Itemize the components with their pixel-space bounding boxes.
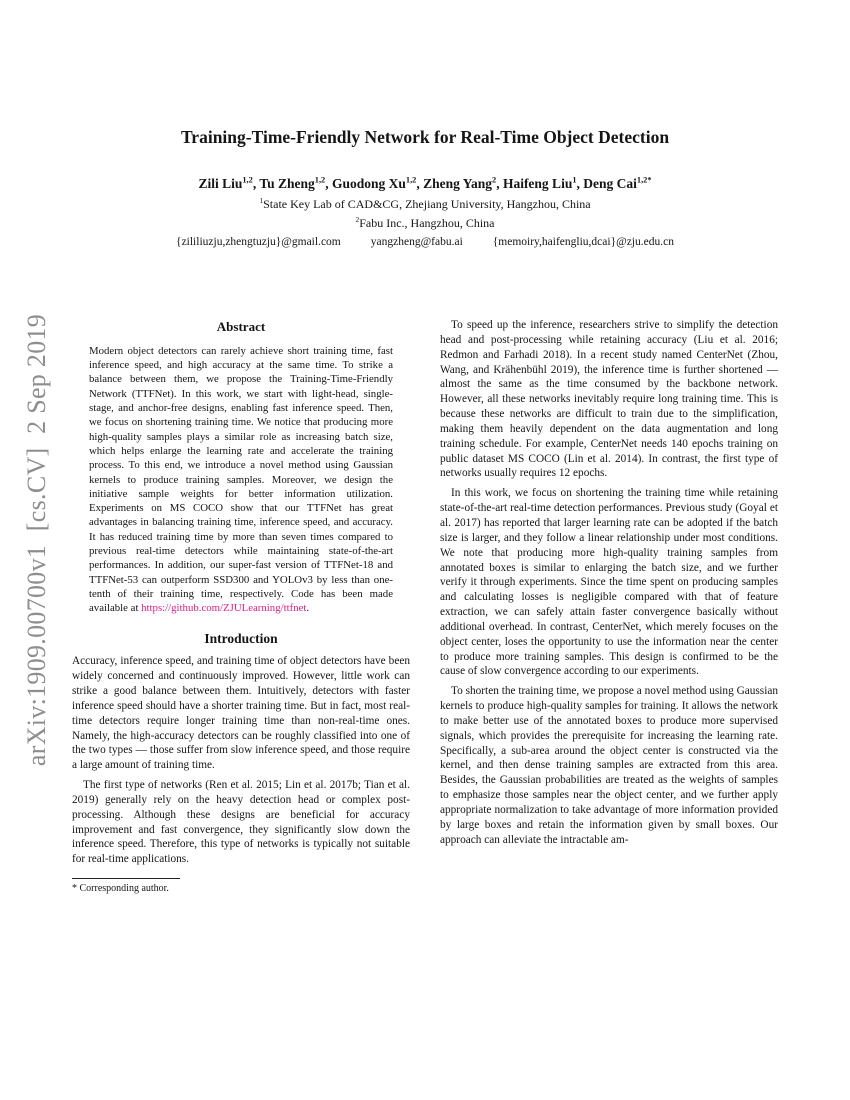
intro-paragraph-2: The first type of networks (Ren et al. 2015; Lin et al. 2017b; Tian et al. 2019) generally rely on the heavy detection head or complex post-processing. Although these designs are beneficial for accuracy improvement and fast convergence, they significantly slow down the inference speed. Therefore, this type of networks is typically not suitable for real-time applications. xyxy=(72,779,410,866)
abstract-heading: Abstract xyxy=(216,319,266,334)
abstract-body xyxy=(72,344,410,616)
affiliations xyxy=(40,195,810,232)
email: {memoiry,haifengliu,dcai}@zju.edu.cn xyxy=(492,236,674,249)
email: yangzheng@fabu.ai xyxy=(370,236,463,249)
introduction-heading: Introduction xyxy=(204,631,278,647)
code-link[interactable]: https://github.com/ZJULearning/ttfnet xyxy=(141,602,307,615)
email: {zililiuzju,zhengtuzju}@gmail.com xyxy=(176,236,341,249)
intro-paragraph-1: Accuracy, inference speed, and training time of object detectors have been widely concerned and continuously improved. However, little work can strike a good balance between them. Intuitively, detectors with faster inference speed should have a shorter training time. But in fact, most real-time detectors require longer training time than non-real-time ones. Namely, the high-accuracy detectors can be roughly classified into one of the two types — those suffer from slow inference speed, and those require a large amount of training time. xyxy=(72,655,410,772)
body-paragraph-3: To shorten the training time, we propose a novel method using Gaussian kernels to produce high-quality samples for training. It allows the network to make better use of the annotated boxes to produce more supervised signals, which provides the prerequisite for increasing the learning rate. Specifically, a sub-area around the object center is constructed via the kernel, and then dense training samples are extracted from this area. Besides, the Gaussian probabilities are treated as the weights of samples to emphasize those samples near the object center, and we further apply appropriate normalization to take advantage of more information provided by large boxes and retain the information given by small boxes. Our approach can alleviate the intractable am- xyxy=(440,685,778,846)
paper-header xyxy=(40,176,810,248)
body-paragraph-1: To speed up the inference, researchers strive to simplify the detection head and post-processing while retaining accuracy (Liu et al. 2016; Redmon and Farhadi 2018). In a recent study named CenterNet (Zhou, Wang, and Krähenbühl 2019), the inference time is further shortened — almost the same as the time consumed by the backbone network. However, all these networks inevitably require long training time. This is because these networks are difficult to train due to the simplification, making them heavily dependent on the data augmentation and long training schedule. For example, CenterNet needs 140 epochs training on public dataset MS COCO (Lin et al. 2014). In contrast, the first type of networks usually requires 12 epochs. xyxy=(440,319,778,480)
body-paragraph-2: In this work, we focus on shortening the training time while retaining state-of-the-art real-time detection performances. Previous study (Goyal et al. 2017) has reported that larger learning rate can be adopted if the batch size is larger, and they follow a linear relationship under most conditions. We note that producing more high-quality training samples from annotated boxes is similar to enlarging the batch size, and we further verify it through experiments. Since the time spent on producing samples and calculating losses is negligible compared with that of feature extraction, we can safely attain faster convergence basically without additional overhead. In contrast, CenterNet, which merely focuses on the object center, loses the opportunity to use the information near the center to produce more training samples. This design is confirmed to be the cause of slow convergence according to our experiments. xyxy=(440,487,778,678)
footnote-text: Corresponding author. xyxy=(77,883,169,895)
paper-title: Training-Time-Friendly Network for Real-Time Object Detection xyxy=(180,127,670,147)
footnote-marker: * xyxy=(72,883,77,895)
affiliation-line: $^2$Fabu Inc., Hangzhou, China xyxy=(355,214,495,230)
author-name: Zili Liu$^{1,2}$ xyxy=(198,175,253,191)
author-name: Guodong Xu$^{1,2}$ xyxy=(331,175,417,191)
right-column xyxy=(440,318,778,853)
affiliation-line: $^1$State Key Lab of CAD&CG, Zhejiang University, Hangzhou, China xyxy=(259,196,591,211)
authors-line: Zili Liu$^{1,2}$, Tu Zheng$^{1,2}$, Guodong Xu$^{1,2}$, Zheng Yang$^2$, Haifeng Liu$^1$, Deng Cai$^{1,2*}$ xyxy=(198,175,652,191)
abstract-text: Modern object detectors can rarely achieve short training time, fast inference speed, and high accuracy at the same time. To strike a balance between them, we propose the Training-Time-Friendly Network (TTFNet). In this work, we start with light-head, single-stage, and anchor-free designs, enabling fast inference speed. Then, we focus on shortening training time. We notice that producing more high-quality samples plays a similar role as increasing batch size, which helps enlarge the learning rate and accelerate the training process. To this end, we introduce a novel method using Gaussian kernels to produce training samples. Moreover, we design the initiative sample weights for better information utilization. Experiments on MS COCO show that our TTFNet has great advantages in balancing training time, inference speed, and accuracy. It has reduced training time by more than seven times compared to previous real-time detectors while maintaining state-of-the-art performances. In addition, our super-fast version of TTFNet-18 and TTFNet-53 can outperform SSD300 and YOLOv3 by less than one-tenth of their training time, respectively. Code has been made available at xyxy=(89,344,393,615)
left-column xyxy=(72,318,410,897)
emails-line xyxy=(40,236,810,248)
footnote-divider xyxy=(72,878,180,879)
abstract-period: . xyxy=(306,602,310,615)
author-name: Tu Zheng$^{1,2}$ xyxy=(259,175,326,191)
author-name: Haifeng Liu$^1$ xyxy=(502,175,577,191)
footnote xyxy=(72,878,410,897)
arxiv-banner: arXiv:1909.00700v1 [cs.CV] 2 Sep 2019 xyxy=(22,313,51,767)
author-name: Zheng Yang$^2$ xyxy=(423,175,497,191)
author-name: Deng Cai$^{1,2*}$ xyxy=(583,175,652,191)
